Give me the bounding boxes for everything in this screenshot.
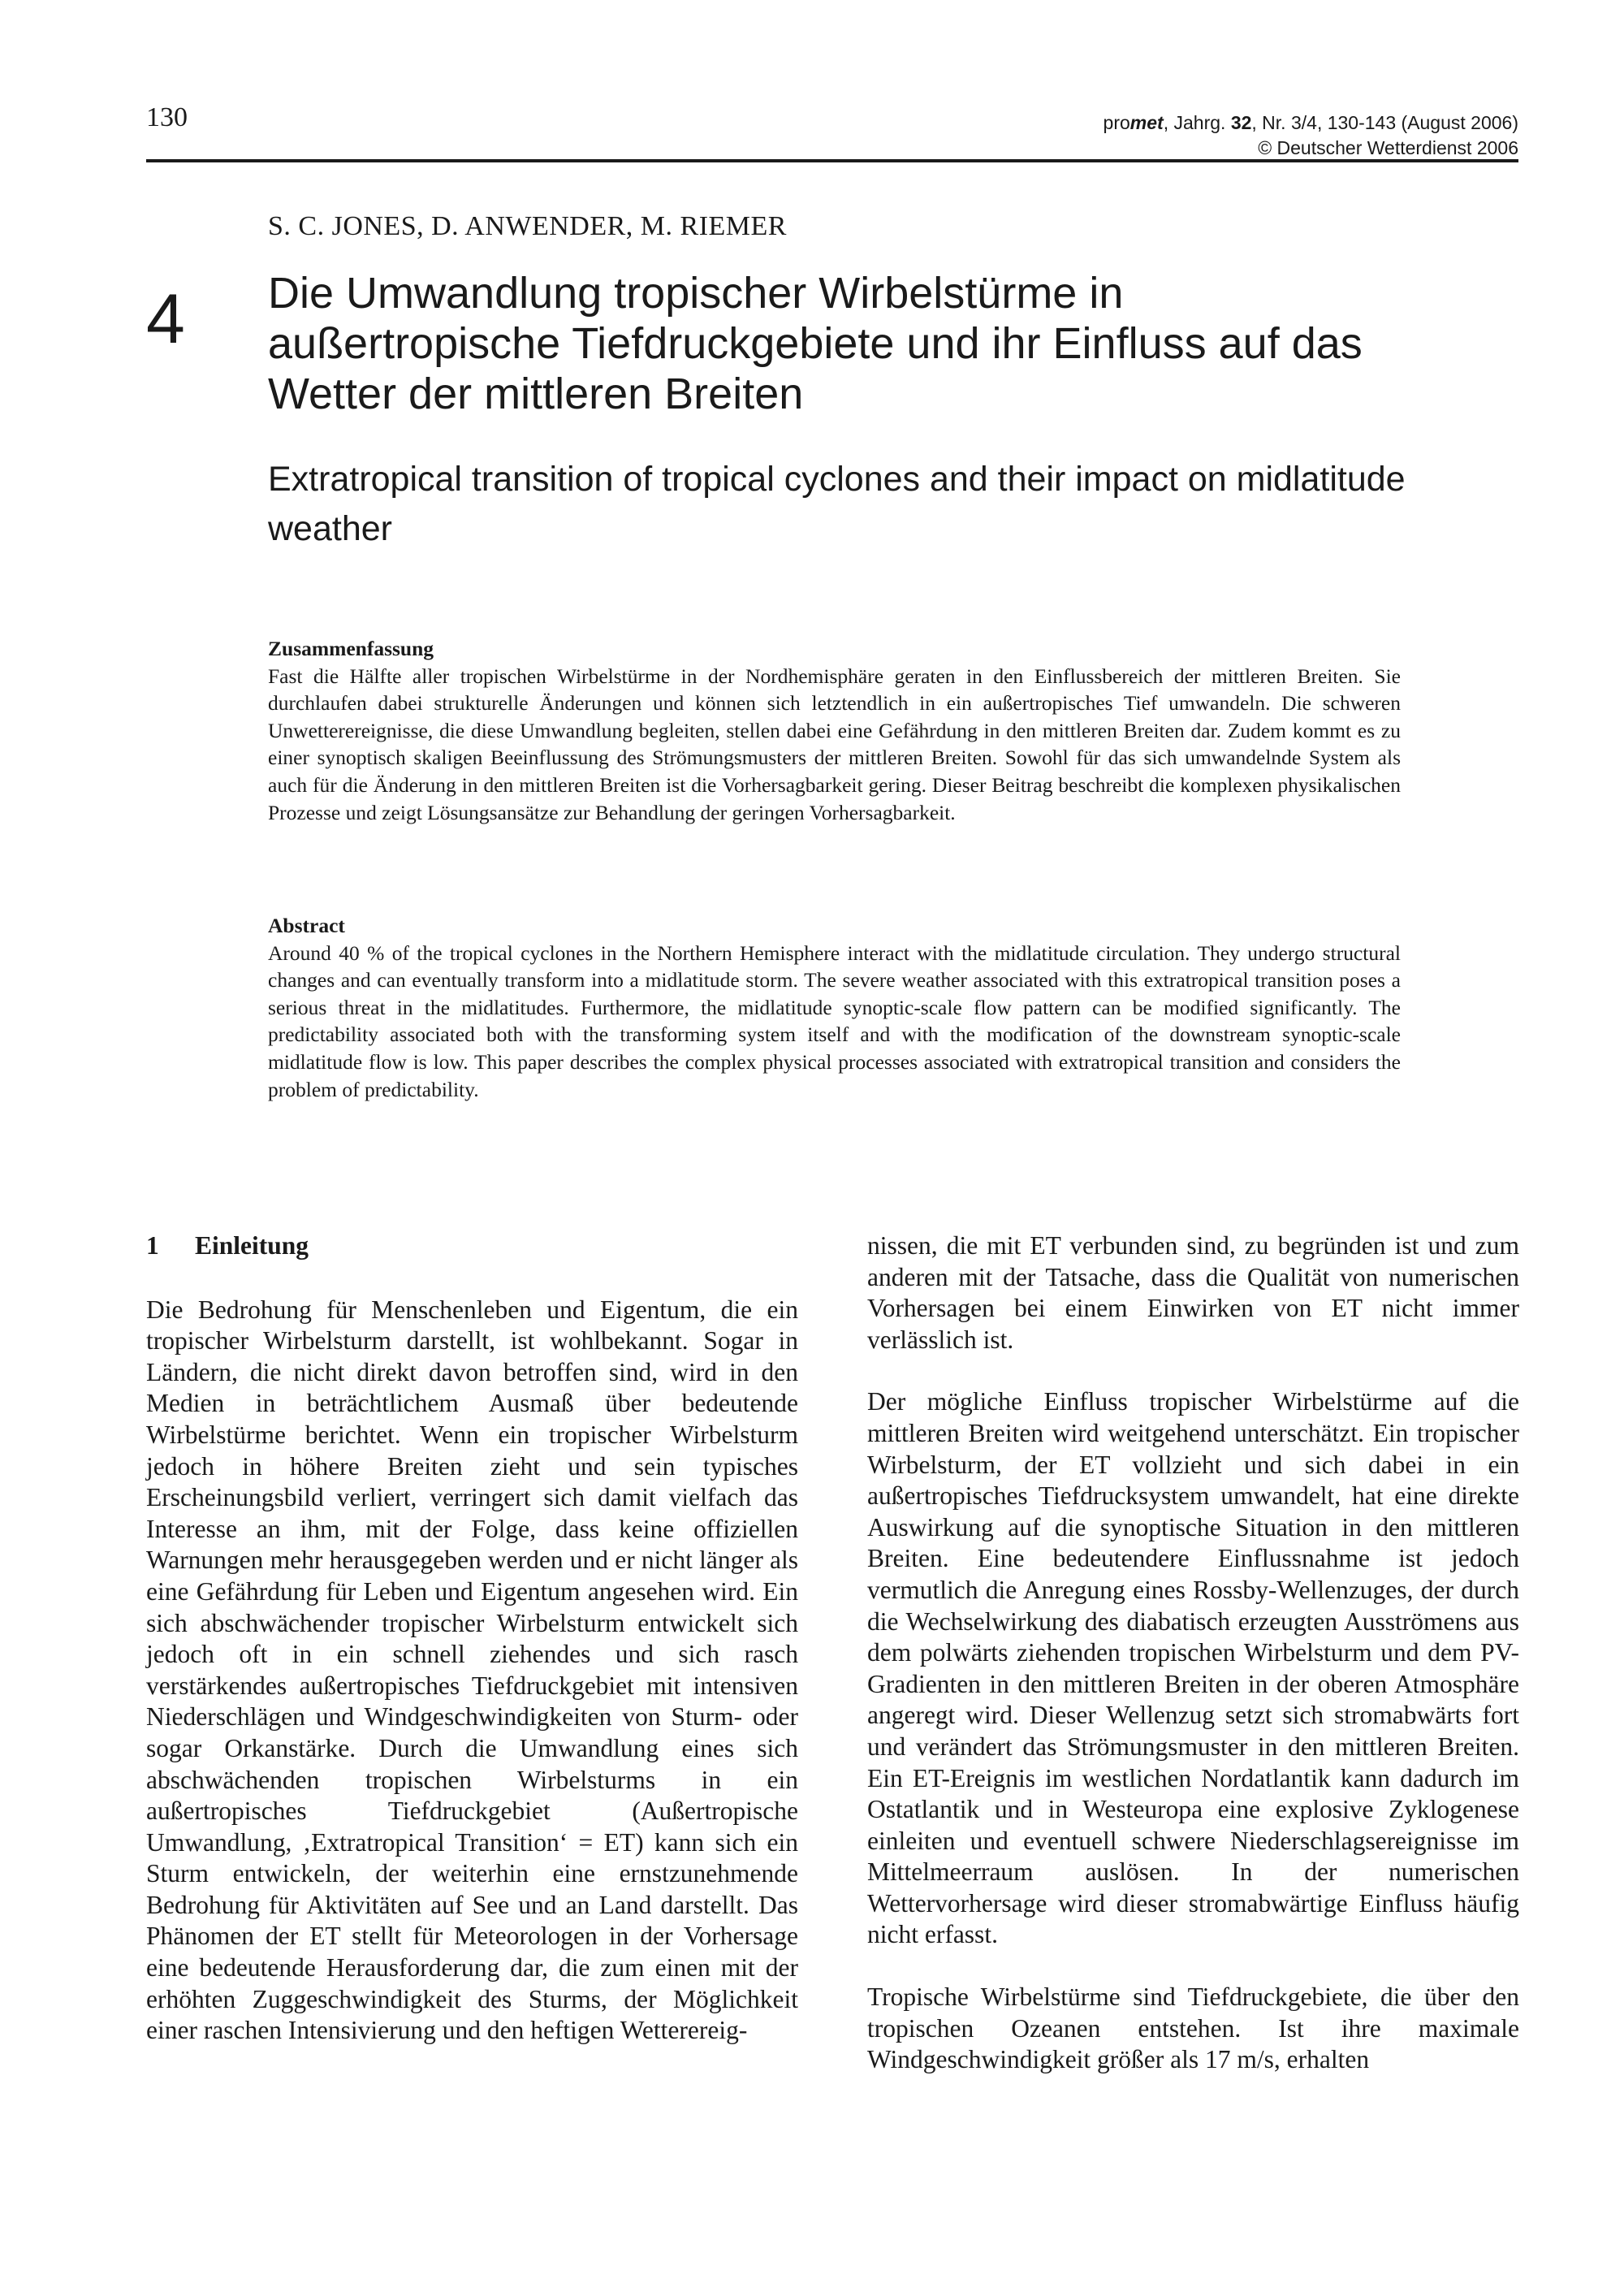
authors: S. C. JONES, D. ANWENDER, M. RIEMER bbox=[268, 211, 787, 241]
section-number: 1 bbox=[146, 1231, 159, 1260]
journal-volume: 32 bbox=[1230, 112, 1252, 133]
body-paragraph: Tropische Wirbelstürme sind Tiefdruckgebiete, die über den tropischen Ozeanen entstehen. Ist ihre maximale Windgeschwindigkeit größer als 17 m/s, erhalten bbox=[867, 1983, 1519, 2074]
title-german: Die Umwandlung tropischer Wirbelstürme in außertropische Tiefdruckgebiete und ihr Einfluss auf das Wetter der mittleren Breiten bbox=[268, 269, 1363, 418]
abstract-heading: Abstract bbox=[268, 914, 345, 937]
journal-name-met: met bbox=[1129, 112, 1164, 133]
abstract-block bbox=[268, 912, 1401, 1103]
journal-name-pro: pro bbox=[1103, 112, 1130, 133]
body-paragraph: Die Bedrohung für Menschenleben und Eigentum, die ein tropischer Wirbelsturm darstellt, ist wohlbekannt. Sogar in Ländern, die nicht direkt davon betroffen sind, wird in den Medien in beträchtlichem Ausmaß über bedeutende Wirbelstürme berichtet. Wenn ein tropischer Wirbelsturm jedoch in höhere Breiten zieht und sein typisches Erscheinungsbild verliert, verringert sich damit vielfach das Interesse an ihm, mit der Folge, dass keine offiziellen Warnungen mehr herausgegeben werden und er nicht länger als eine Gefährdung für Leben und Eigentum angesehen wird. Ein sich abschwächender tropischer Wirbelsturm entwickelt sich jedoch oft in ein schnell ziehendes und sich rasch verstärkendes außertropisches Tiefdruckgebiet mit intensiven Niederschlägen und Windgeschwindigkeiten von Sturm- oder sogar Orkanstärke. Durch die Umwandlung eines sich abschwächenden tropischen Wirbelsturms in ein außertropisches Tiefdruckgebiet (Außertropische Umwandlung, ‚Extratropical Transition‘ = ET) kann sich ein Sturm entwickeln, der weiterhin eine ernstzunehmende Bedrohung für Aktivitäten auf See und an Land darstellt. Das Phänomen der ET stellt für Meteorologen in der Vorhersage eine bedeutende Herausforderung dar, die zum einen mit der erhöhten Zuggeschwindigkeit des Sturms, der Möglichkeit einer raschen Intensivierung und den heftigen Wetterereig- bbox=[146, 1295, 798, 2045]
journal-rest-2: , Nr. 3/4, 130-143 (August 2006) bbox=[1251, 112, 1518, 133]
title-english: Extratropical transition of tropical cyclones and their impact on midlatitude weather bbox=[268, 460, 1406, 548]
header-rule bbox=[146, 159, 1518, 162]
zusammenfassung-text: Fast die Hälfte aller tropischen Wirbelstürme in der Nordhemisphäre geraten in den Einflussbereich der mittleren Breiten. Sie durchlaufen dabei strukturelle Änderungen und können sich letztendlich in ein außertropisches Tief umwandeln. Die schweren Unwetterereignisse, die diese Umwandlung begleiten, stellen dabei eine Gefährdung in den mittleren Breiten dar. Zudem kommt es zu einer synoptisch skaligen Beeinflussung des Strömungsmusters der mittleren Breiten. Sowohl für das sich umwandelnde System als auch für die Änderung in den mittleren Breiten ist die Vorhersagbarkeit gering. Dieser Beitrag beschreibt die komplexen physikalischen Prozesse und zeigt Lösungsansätze zur Behandlung der geringen Vorhersagbarkeit. bbox=[268, 664, 1401, 824]
journal-citation bbox=[1104, 110, 1518, 136]
zusammenfassung-block bbox=[268, 635, 1401, 826]
zusammenfassung-heading: Zusammenfassung bbox=[268, 637, 434, 660]
body-column-left bbox=[146, 1230, 798, 2047]
page-number: 130 bbox=[146, 102, 188, 132]
body-column-right bbox=[867, 1230, 1519, 2076]
abstract-text: Around 40 % of the tropical cyclones in the Northern Hemisphere interact with the midlatitude circulation. They undergo structural changes and can eventually transform into a midlatitude storm. The severe weather associated with this extratropical transition poses a serious threat in the midlatitudes. Furthermore, the midlatitude synoptic-scale flow pattern can be modified significantly. The predictability associated both with the transforming system itself and with the modification of the downstream synoptic-scale midlatitude flow is low. This paper describes the complex physical processes associated with extratropical transition and considers the problem of predictability. bbox=[268, 940, 1401, 1101]
body-paragraph: nissen, die mit ET verbunden sind, zu begründen ist und zum anderen mit der Tatsache, dass die Qualität von numerischen Vorhersagen bei einem Einwirken von ET nicht immer verlässlich ist. bbox=[867, 1231, 1519, 1354]
journal-reference bbox=[1104, 110, 1518, 161]
chapter-number: 4 bbox=[146, 280, 185, 358]
body-paragraph: Der mögliche Einfluss tropischer Wirbelstürme auf die mittleren Breiten wird weitgehend unterschätzt. Ein tropischer Wirbelsturm, der ET vollzieht und sich dabei in ein außertropisches Tiefdrucksystem umwandelt, hat eine direkte Auswirkung auf die synoptische Situation in den mittleren Breiten. Eine bedeutendere Einflussnahme ist jedoch vermutlich die Anregung eines Rossby-Wellenzuges, der durch die Wechselwirkung des diabatisch erzeugten Ausströmens aus dem polwärts ziehenden tropischen Wirbelsturm und dem PV-Gradienten in den mittleren Breiten in der oberen Atmosphäre angeregt wird. Dieser Wellenzug setzt sich stromabwärts fort und verändert das Strömungsmuster in den mittleren Breiten. Ein ET-Ereignis im westlichen Nordatlantik kann dadurch im Ostatlantik und in Westeuropa eine explosive Zyklogenese einleiten und eventuell schwere Niederschlagsereignisse im Mittelmeerraum auslösen. In der numerischen Wettervorhersage wird dieser stromabwärtige Einfluss häufig nicht erfasst. bbox=[867, 1387, 1519, 1949]
section-heading bbox=[146, 1230, 798, 1262]
copyright-notice: © Deutscher Wetterdienst 2006 bbox=[1258, 137, 1518, 158]
journal-rest-1: , Jahrg. bbox=[1163, 112, 1231, 133]
section-title: Einleitung bbox=[195, 1231, 309, 1260]
